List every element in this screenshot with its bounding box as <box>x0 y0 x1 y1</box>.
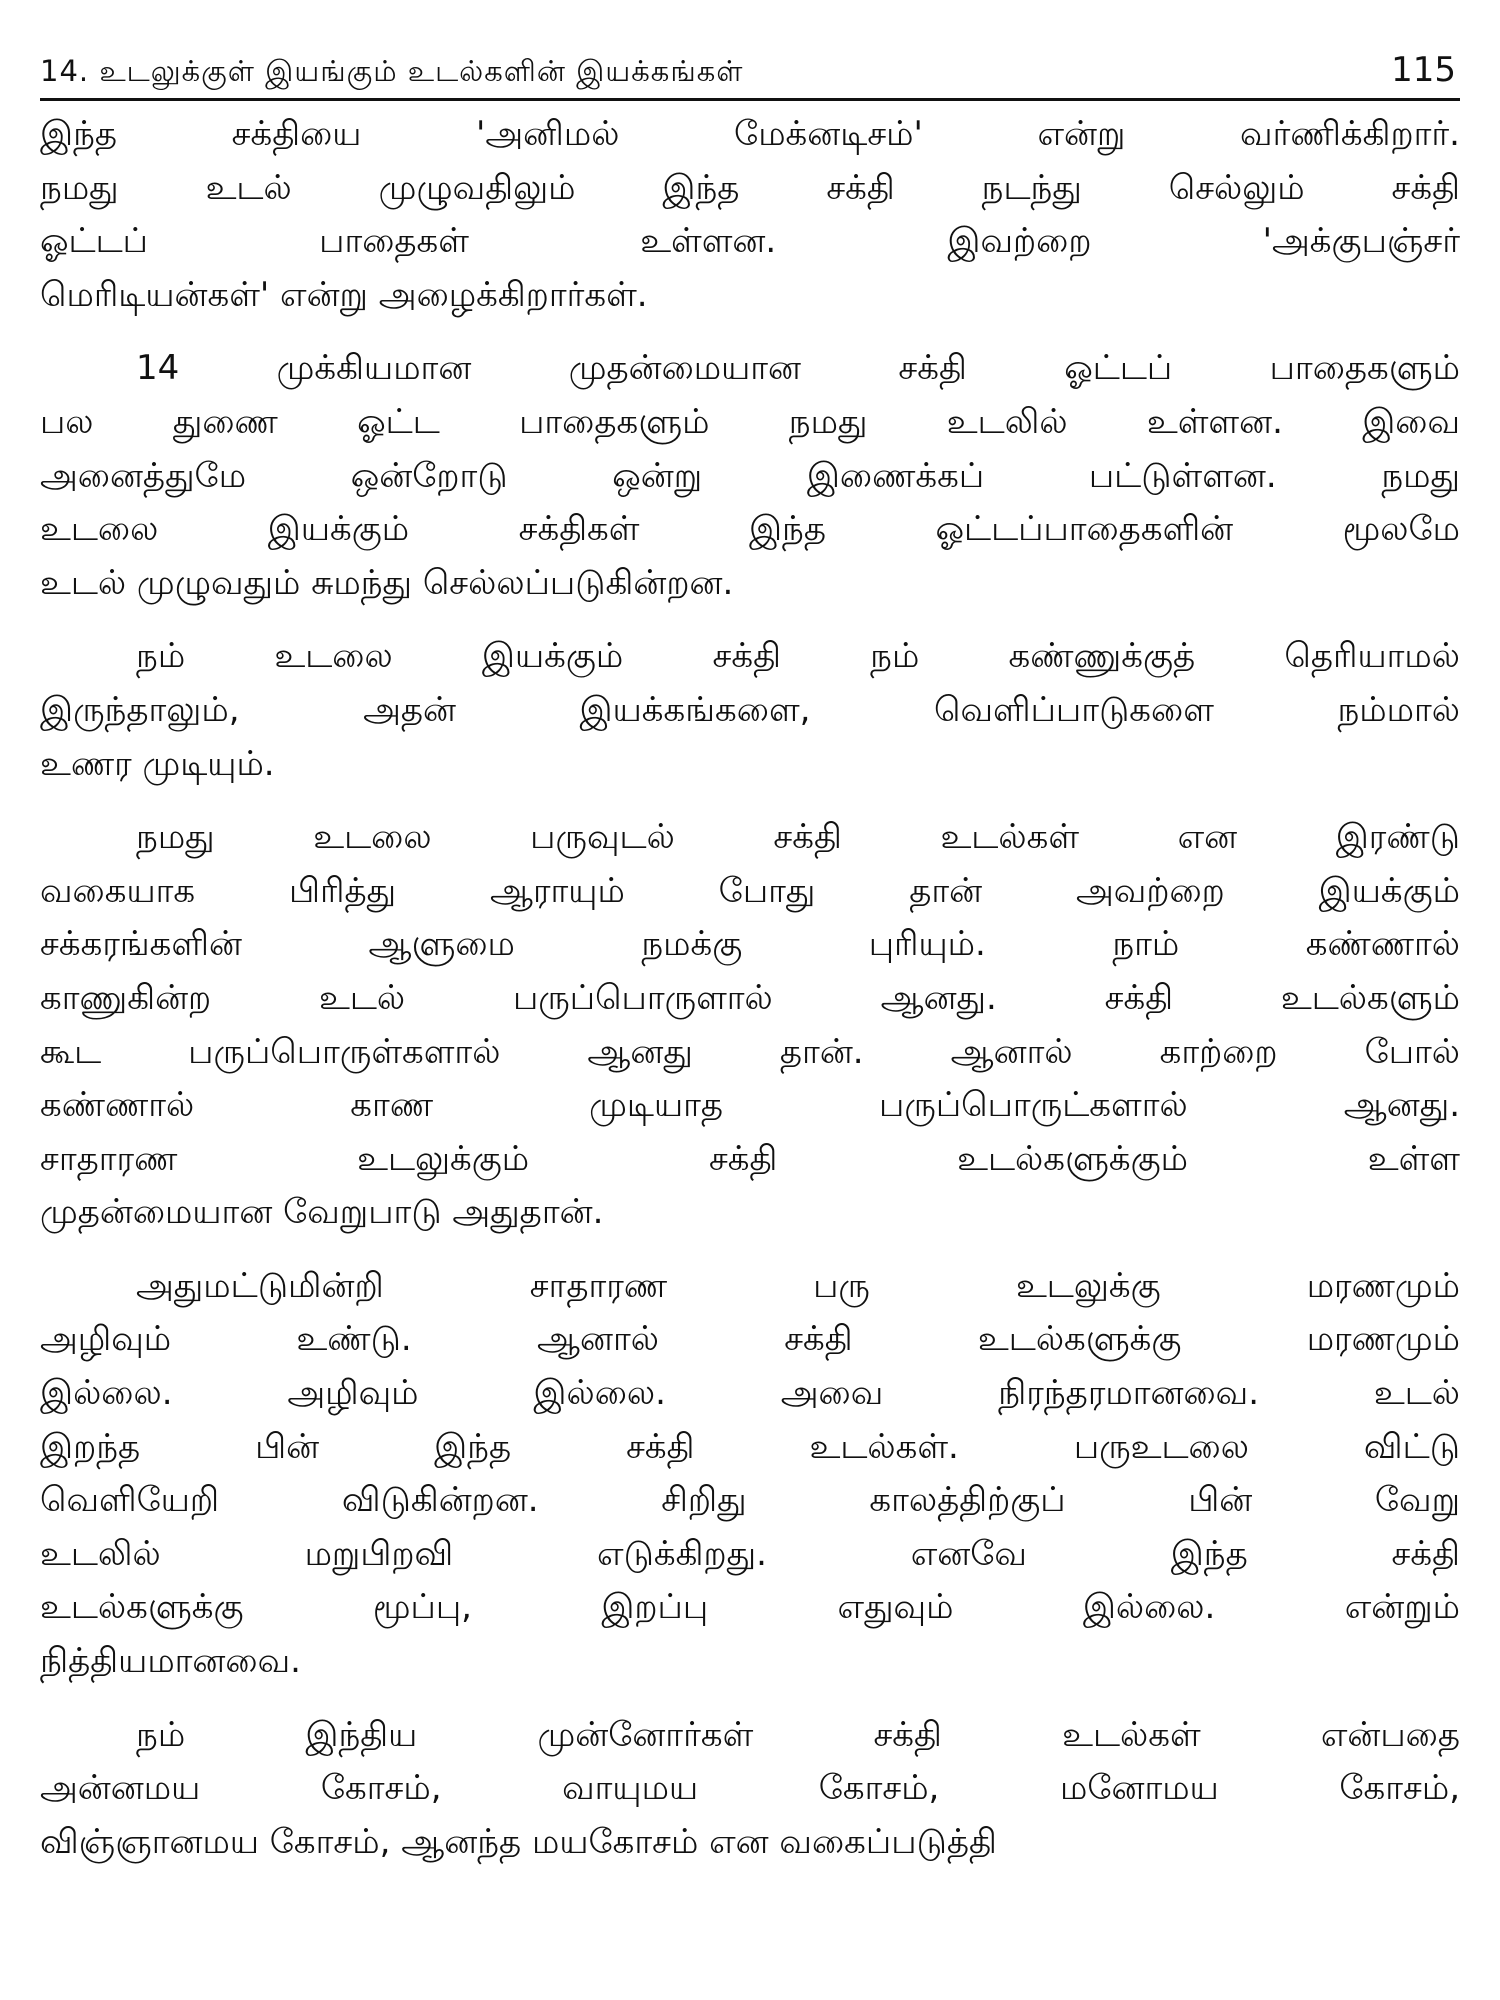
text-line: வகையாக பிரித்து ஆராயும் போது தான் அவற்றை இயக்கும் <box>40 870 1460 911</box>
text-line: இந்த சக்தியை 'அனிமல் மேக்னடிசம்' என்று வர்ணிக்கிறார். <box>40 114 1460 154</box>
text-line: நம் இந்திய முன்னோர்கள் சக்தி உடல்கள் என்பதை <box>136 1714 1460 1755</box>
paragraph <box>40 1709 1460 1870</box>
book-page <box>40 0 1460 2000</box>
text-line: உடலில் மறுபிறவி எடுக்கிறது. எனவே இந்த சக்தி <box>40 1533 1460 1574</box>
text-line: பல துணை ஓட்ட பாதைகளும் நமது உடலில் உள்ளன. இவை <box>40 401 1460 442</box>
text-line: கூட பருப்பொருள்களால் ஆனது தான். ஆனால் காற்றை போல் <box>40 1031 1460 1072</box>
text-line: விஞ்ஞானமய கோசம், ஆனந்த மயகோசம் என வகைப்படுத்தி <box>40 1821 997 1862</box>
text-line: மெரிடியன்கள்' என்று அழைக்கிறார்கள். <box>40 274 648 315</box>
text-line: நித்தியமானவை. <box>40 1641 301 1682</box>
text-line: உணர முடியும். <box>40 743 275 784</box>
text-line: அதுமட்டுமின்றி சாதாரண பரு உடலுக்கு மரணமும் <box>136 1265 1460 1306</box>
text-line: காணுகின்ற உடல் பருப்பொருளால் ஆனது. சக்தி உடல்களும் <box>40 977 1460 1018</box>
text-line: 14 முக்கியமான முதன்மையான சக்தி ஓட்டப் பாதைகளும் <box>136 348 1460 389</box>
text-line: அன்னமய கோசம், வாயுமய கோசம், மனோமய கோசம், <box>40 1768 1460 1809</box>
text-line: வெளியேறி விடுகின்றன. சிறிது காலத்திற்குப் பின் வேறு <box>40 1480 1460 1521</box>
paragraph <box>40 811 1460 1240</box>
text-line: உடல் முழுவதும் சுமந்து செல்லப்படுகின்றன. <box>40 562 734 603</box>
paragraph <box>40 108 1460 322</box>
paragraph <box>40 342 1460 610</box>
text-line: நம் உடலை இயக்கும் சக்தி நம் கண்ணுக்குத் தெரியாமல் <box>136 636 1460 677</box>
text-line: சாதாரண உடலுக்கும் சக்தி உடல்களுக்கும் உள்ள <box>40 1138 1460 1179</box>
body-text <box>40 108 1460 1889</box>
paragraph <box>40 630 1460 791</box>
page-number: 115 <box>1391 50 1456 90</box>
paragraph <box>40 1260 1460 1689</box>
text-line: முதன்மையான வேறுபாடு அதுதான். <box>40 1192 604 1233</box>
text-line: இல்லை. அழிவும் இல்லை. அவை நிரந்தரமானவை. உடல் <box>40 1373 1460 1414</box>
text-line: இறந்த பின் இந்த சக்தி உடல்கள். பருஉடலை விட்டு <box>40 1426 1460 1467</box>
text-line: இருந்தாலும், அதன் இயக்கங்களை, வெளிப்பாடுகளை நம்மால் <box>40 689 1460 730</box>
text-line: உடல்களுக்கு மூப்பு, இறப்பு எதுவும் இல்லை. என்றும் <box>40 1587 1460 1628</box>
running-header <box>40 52 1460 101</box>
text-line: அனைத்துமே ஒன்றோடு ஒன்று இணைக்கப் பட்டுள்ளன. நமது <box>40 455 1460 496</box>
text-line: உடலை இயக்கும் சக்திகள் இந்த ஓட்டப்பாதைகளின் மூலமே <box>40 509 1460 550</box>
chapter-title: 14. உடலுக்குள் இயங்கும் உடல்களின் இயக்கங்கள் <box>40 54 744 88</box>
text-line: நமது உடலை பருவுடல் சக்தி உடல்கள் என இரண்டு <box>136 817 1460 858</box>
text-line: ஓட்டப் பாதைகள் உள்ளன. இவற்றை 'அக்குபஞ்சர் <box>40 221 1460 262</box>
text-line: நமது உடல் முழுவதிலும் இந்த சக்தி நடந்து செல்லும் சக்தி <box>40 167 1460 208</box>
text-line: அழிவும் உண்டு. ஆனால் சக்தி உடல்களுக்கு மரணமும் <box>40 1319 1460 1360</box>
text-line: கண்ணால் காண முடியாத பருப்பொருட்களால் ஆனது. <box>40 1085 1460 1126</box>
text-line: சக்கரங்களின் ஆளுமை நமக்கு புரியும். நாம் கண்ணால் <box>40 924 1460 965</box>
